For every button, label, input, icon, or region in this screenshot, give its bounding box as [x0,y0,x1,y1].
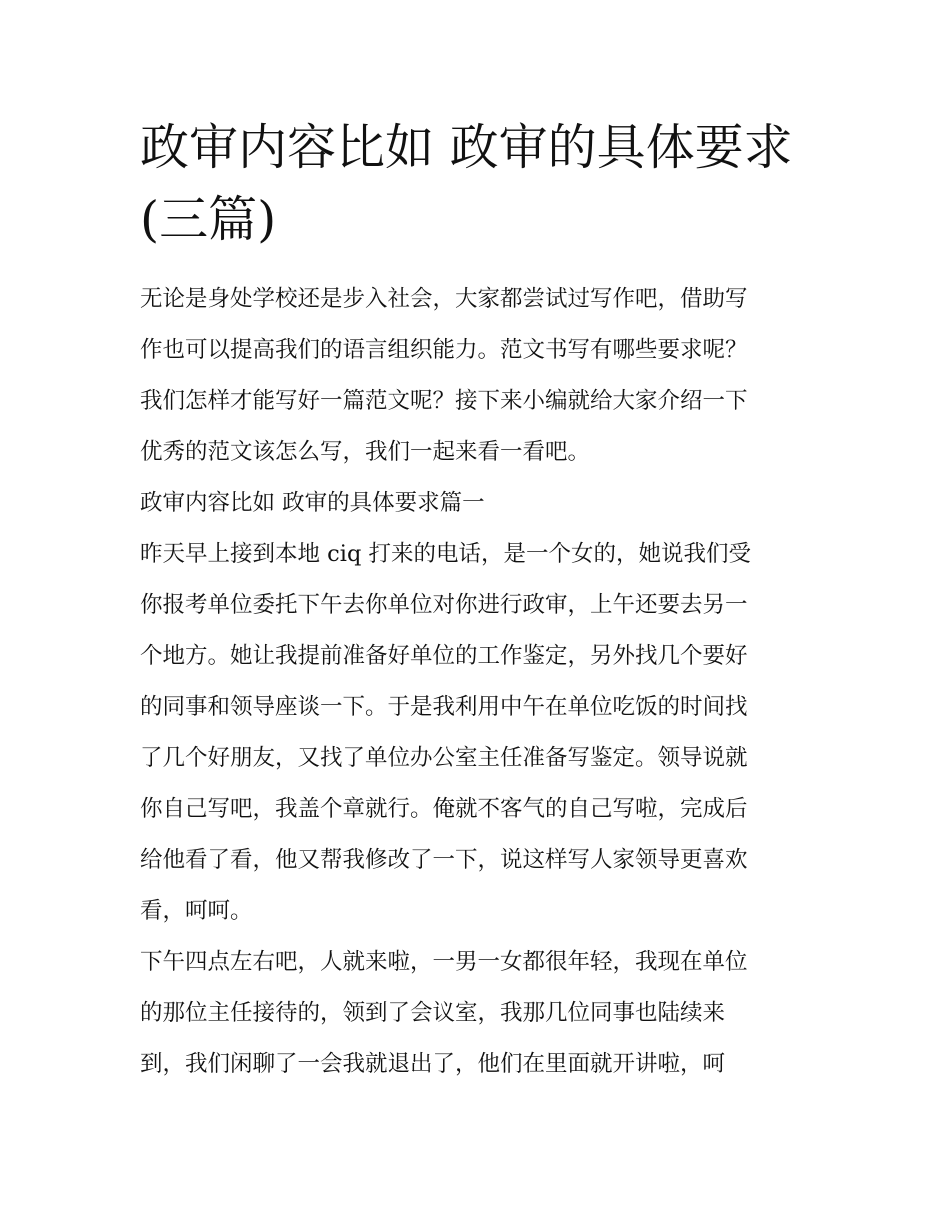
text-line: 无论是身处学校还是步入社会，大家都尝试过写作吧，借助写 [140,286,748,312]
title-line: 政审内容比如 政审的具体要求 [140,119,793,176]
text-line: 作也可以提高我们的语言组织能力。范文书写有哪些要求呢？ [140,337,748,363]
body-paragraph-1 [140,529,815,937]
body-paragraph-2 [140,937,815,1090]
section-heading: 政审内容比如 政审的具体要求篇一 [140,490,485,516]
intro-paragraph [140,274,815,478]
title-line: (三篇) [140,191,277,248]
text-line: 你自己写吧，我盖个章就行。俺就不客气的自己写啦，完成后 [140,796,748,822]
text-line: 优秀的范文该怎么写，我们一起来看一看吧。 [140,439,591,465]
document-page [140,112,815,1090]
text-line: 个地方。她让我提前准备好单位的工作鉴定，另外找几个要好 [140,643,748,669]
document-title [140,112,815,256]
text-line: 下午四点左右吧，人就来啦，一男一女都很年轻，我现在单位 [140,949,748,975]
text-line: 给他看了看，他又帮我修改了一下，说这样写人家领导更喜欢 [140,847,748,873]
text-line: 了几个好朋友，又找了单位办公室主任准备写鉴定。领导说就 [140,745,748,771]
text-line: 的同事和领导座谈一下。于是我利用中午在单位吃饭的时间找 [140,694,748,720]
text-line: 你报考单位委托下午去你单位对你进行政审，上午还要去另一 [140,592,748,618]
text-line: 看，呵呵。 [140,898,253,924]
text-line: 的那位主任接待的，领到了会议室，我那几位同事也陆续来 [140,1000,726,1026]
text-line: 昨天早上接到本地 ciq 打来的电话，是一个女的，她说我们受 [140,541,752,567]
text-line: 到，我们闲聊了一会我就退出了，他们在里面就开讲啦，呵 [140,1051,726,1077]
text-line: 我们怎样才能写好一篇范文呢？接下来小编就给大家介绍一下 [140,388,748,414]
